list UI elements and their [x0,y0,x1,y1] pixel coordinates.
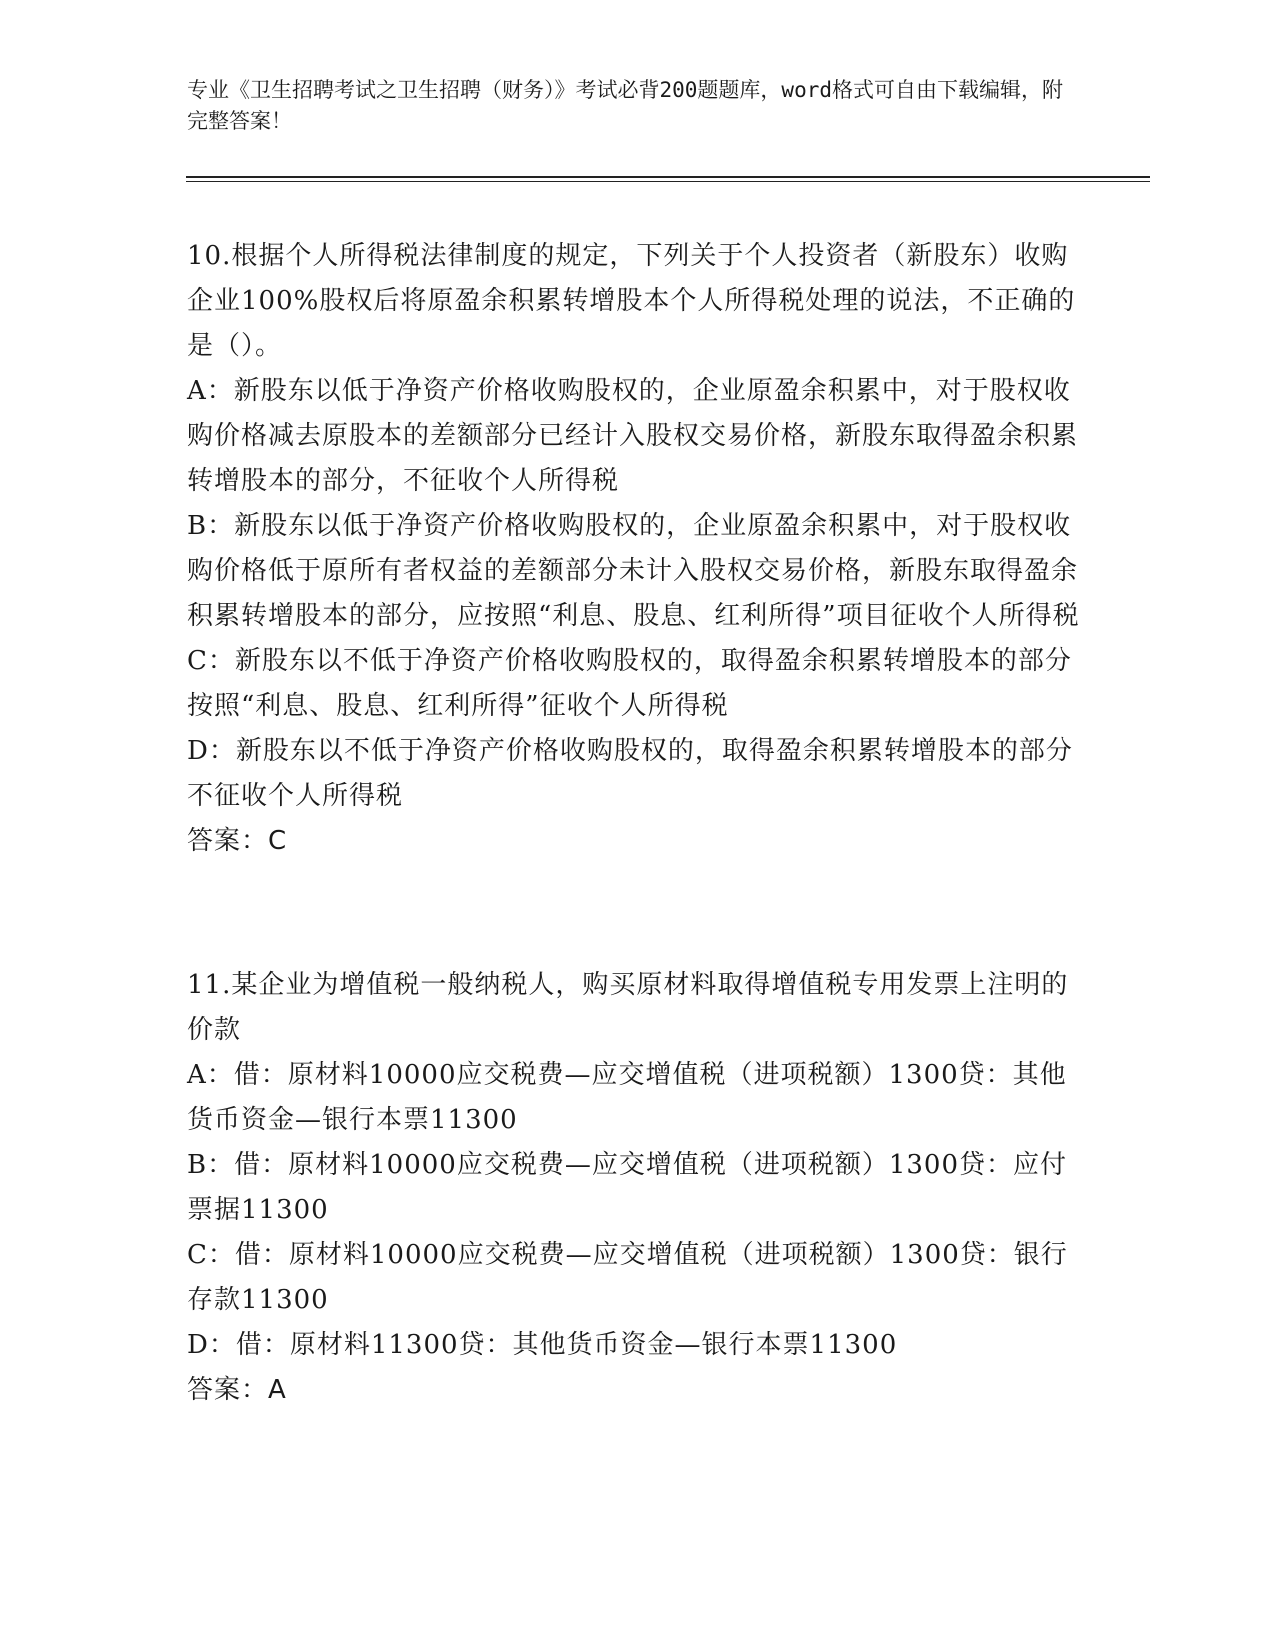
answer: 答案：C [187,826,288,856]
question-text: 11.某企业为增值税一般纳税人，购买原材料取得增值税专用发票上注明的价款 [187,970,1069,1045]
option-d: D：借：原材料11300贷：其他货币资金—银行本票11300 [187,1330,898,1360]
question-11 [187,963,1087,1413]
header-divider-thin [186,181,1150,182]
question-text: 10.根据个人所得税法律制度的规定，下列关于个人投资者（新股东）收购企业100%股权后将原盈余积累转增股本个人所得税处理的说法，不正确的是（）。 [187,241,1076,361]
header-title: 专业《卫生招聘考试之卫生招聘（财务）》考试必背200题题库，word格式可自由下载编辑，附完整答案！ [187,78,1063,133]
option-a: A：借：原材料10000应交税费—应交增值税（进项税额）1300贷：其他货币资金—银行本票11300 [187,1060,1067,1135]
option-b: B：新股东以低于净资产价格收购股权的，企业原盈余积累中，对于股权收购价格低于原所有者权益的差额部分未计入股权交易价格，新股东取得盈余积累转增股本的部分，应按照“利息、股息、红利所得”项目征收个人所得税 [187,511,1080,631]
question-10 [187,234,1087,864]
option-b: B：借：原材料10000应交税费—应交增值税（进项税额）1300贷：应付票据11300 [187,1150,1067,1225]
answer: 答案：A [187,1375,287,1405]
option-a: A：新股东以低于净资产价格收购股权的，企业原盈余积累中，对于股权收购价格减去原股本的差额部分已经计入股权交易价格，新股东取得盈余积累转增股本的部分，不征收个人所得税 [187,376,1079,496]
option-d: D：新股东以不低于净资产价格收购股权的，取得盈余积累转增股本的部分不征收个人所得税 [187,736,1073,811]
header-divider-thick [186,176,1150,178]
option-c: C：借：原材料10000应交税费—应交增值税（进项税额）1300贷：银行存款11300 [187,1240,1068,1315]
document-header [187,75,1067,137]
option-c: C：新股东以不低于净资产价格收购股权的，取得盈余积累转增股本的部分按照“利息、股息、红利所得”征收个人所得税 [187,646,1072,721]
